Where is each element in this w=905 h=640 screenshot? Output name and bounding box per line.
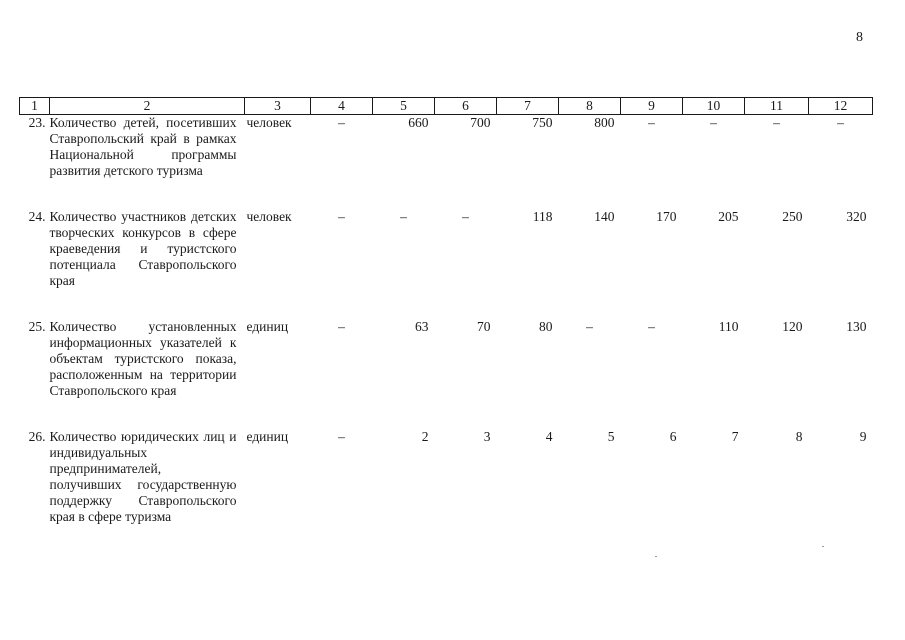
header-cell: 9 [621,98,683,115]
row-number: 23. [28,115,46,130]
value-cell: 63 [415,319,429,334]
unit-of-measure: человек [246,209,292,224]
value-cell: – [338,209,345,224]
table-row [20,429,873,525]
header-cell: 8 [559,98,621,115]
indicator-description: Количество юридических лиц и индивидуальных предпринимателей, получивших государственную поддержку Ставропольского края в сфере туризма [49,429,237,524]
value-cell: 205 [718,209,739,224]
table-row [20,319,873,399]
header-cell: 7 [497,98,559,115]
row-spacer [20,179,873,209]
value-cell: 4 [545,429,553,444]
header-cell: 1 [20,98,50,115]
value-cell: – [586,319,593,334]
indicator-description: Количество детей, посетивших Ставропольский край в рамках Национальной программы развития детского туризма [49,115,237,178]
indicator-table [19,97,873,525]
value-cell: – [400,209,407,224]
value-cell: 660 [408,115,429,130]
row-number: 24. [28,209,46,224]
table-row [20,209,873,289]
header-cell: 2 [50,98,245,115]
row-spacer [20,289,873,319]
value-cell: 130 [846,319,867,334]
table-header [20,98,873,115]
value-cell: 250 [782,209,803,224]
value-cell: 6 [669,429,677,444]
row-spacer-cell [20,179,873,209]
value-cell: 118 [532,209,553,224]
row-spacer [20,399,873,429]
value-cell: 320 [846,209,867,224]
header-cell: 12 [809,98,873,115]
value-cell: 7 [731,429,739,444]
header-cell: 3 [245,98,311,115]
value-cell: – [462,209,469,224]
value-cell: – [338,115,345,130]
value-cell: 140 [594,209,615,224]
value-cell: – [338,429,345,444]
value-cell: – [837,115,844,130]
value-cell: 80 [539,319,553,334]
scan-speck [822,546,824,547]
header-row [20,98,873,115]
value-cell: – [773,115,780,130]
row-number: 25. [28,319,46,334]
unit-of-measure: человек [246,115,292,130]
value-cell: – [648,115,655,130]
value-cell: – [648,319,655,334]
unit-of-measure: единиц [246,319,289,334]
header-cell: 11 [745,98,809,115]
value-cell: 5 [607,429,615,444]
value-cell: 120 [782,319,803,334]
row-spacer-cell [20,399,873,429]
value-cell: 170 [656,209,677,224]
value-cell: 800 [594,115,615,130]
value-cell: 700 [470,115,491,130]
indicator-description: Количество установленных информационных указателей к объектам туристского показа, расположенным на территории Ставропольского края [49,319,237,398]
table-row [20,115,873,180]
scan-speck [655,556,657,557]
value-cell: – [338,319,345,334]
row-spacer-cell [20,289,873,319]
value-cell: – [710,115,717,130]
page-number: 8 [856,30,863,45]
value-cell: 110 [718,319,739,334]
header-cell: 10 [683,98,745,115]
unit-of-measure: единиц [246,429,289,444]
indicator-description: Количество участников детских творческих конкурсов в сфере краеведения и туристского потенциала Ставропольского края [49,209,237,288]
header-cell: 4 [311,98,373,115]
table-body [20,115,873,526]
value-cell: 70 [477,319,491,334]
value-cell: 2 [421,429,429,444]
value-cell: 8 [795,429,803,444]
value-cell: 750 [532,115,553,130]
value-cell: 3 [483,429,491,444]
row-number: 26. [28,429,46,444]
value-cell: 9 [859,429,867,444]
header-cell: 6 [435,98,497,115]
header-cell: 5 [373,98,435,115]
